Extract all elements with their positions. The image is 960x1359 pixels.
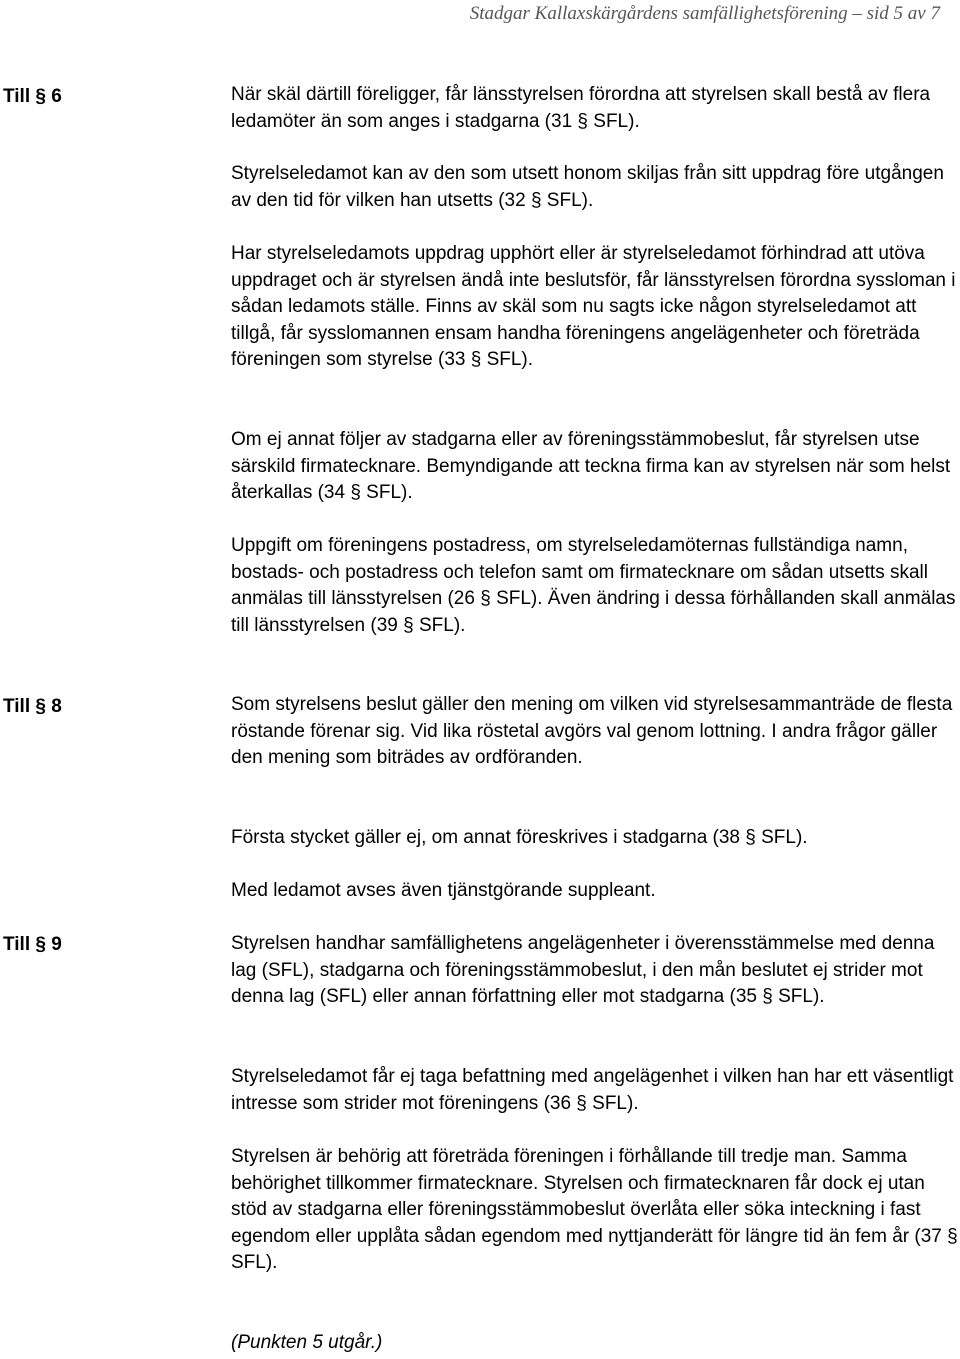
paragraph: Styrelseledamot får ej taga befattning med angelägenhet i vilken han har ett väsentligt intresse som strider mot föreningens (36 § SFL). bbox=[231, 1066, 954, 1114]
paragraph-note: (Punkten 5 utgår.) bbox=[231, 1332, 383, 1353]
paragraph: När skäl därtill föreligger, får länsstyrelsen förordna att styrelsen skall bestå av flera ledamöter än som anges i stadgarna (31 § SFL). bbox=[231, 84, 931, 132]
paragraph: Som styrelsens beslut gäller den mening om vilken vid styrelsesammanträde de flesta röstande förenar sig. Vid lika röstetal avgörs val genom lottning. I andra frågor gäller den mening som biträdes av ordföranden. bbox=[231, 694, 953, 768]
section-label-till-6: Till § 6 bbox=[3, 86, 62, 107]
paragraph: Första stycket gäller ej, om annat föreskrives i stadgarna (38 § SFL). bbox=[231, 827, 808, 848]
paragraph: Med ledamot avses även tjänstgörande suppleant. bbox=[231, 880, 656, 901]
paragraph: Styrelseledamot kan av den som utsett honom skiljas från sitt uppdrag före utgången av den tid för vilken han utsetts (32 § SFL). bbox=[231, 163, 944, 211]
section-label-till-9: Till § 9 bbox=[3, 934, 62, 955]
paragraph: Uppgift om föreningens postadress, om styrelseledamöternas fullständiga namn, bostads- och postadress och telefon samt om firmatecknare om sådan utsetts skall anmälas till länsstyrelsen (26 § SFL). Även ändring i dessa förhållanden skall anmälas till länsstyrelsen (39 § SFL). bbox=[231, 535, 956, 636]
paragraph: Styrelsen är behörig att företräda föreningen i förhållande till tredje man. Samma behörighet tillkommer firmatecknare. Styrelsen och firmatecknaren får dock ej utan stöd av stadgarna eller föreningsstämmobeslut överlåta eller söka inteckning i fast egendom eller upplåta sådan egendom med nyttjanderätt för längre tid än fem år (37 § SFL). bbox=[231, 1146, 958, 1273]
section-label-till-8: Till § 8 bbox=[3, 696, 62, 717]
page-header: Stadgar Kallaxskärgårdens samfällighetsförening – sid 5 av 7 bbox=[469, 3, 940, 24]
paragraph: Har styrelseledamots uppdrag upphört eller är styrelseledamot förhindrad att utöva uppdraget och är styrelsen ändå inte beslutsför, får länsstyrelsen förordna syssloman i sådan ledamots ställe. Finns av skäl som nu sagts icke någon styrelseledamot att tillgå, får sysslomannen ensam handha föreningens angelägenheter och företräda föreningen som styrelse (33 § SFL). bbox=[231, 243, 956, 370]
paragraph: Styrelsen handhar samfällighetens angelägenheter i överensstämmelse med denna lag (SFL), stadgarna och föreningsstämmobeslut, i den mån beslutet ej strider mot denna lag (SFL) eller annan författning eller mot stadgarna (35 § SFL). bbox=[231, 933, 935, 1007]
paragraph: Om ej annat följer av stadgarna eller av föreningsstämmobeslut, får styrelsen utse särskild firmatecknare. Bemyndigande att teckna firma kan av styrelsen när som helst återkallas (34 § SFL). bbox=[231, 429, 951, 503]
